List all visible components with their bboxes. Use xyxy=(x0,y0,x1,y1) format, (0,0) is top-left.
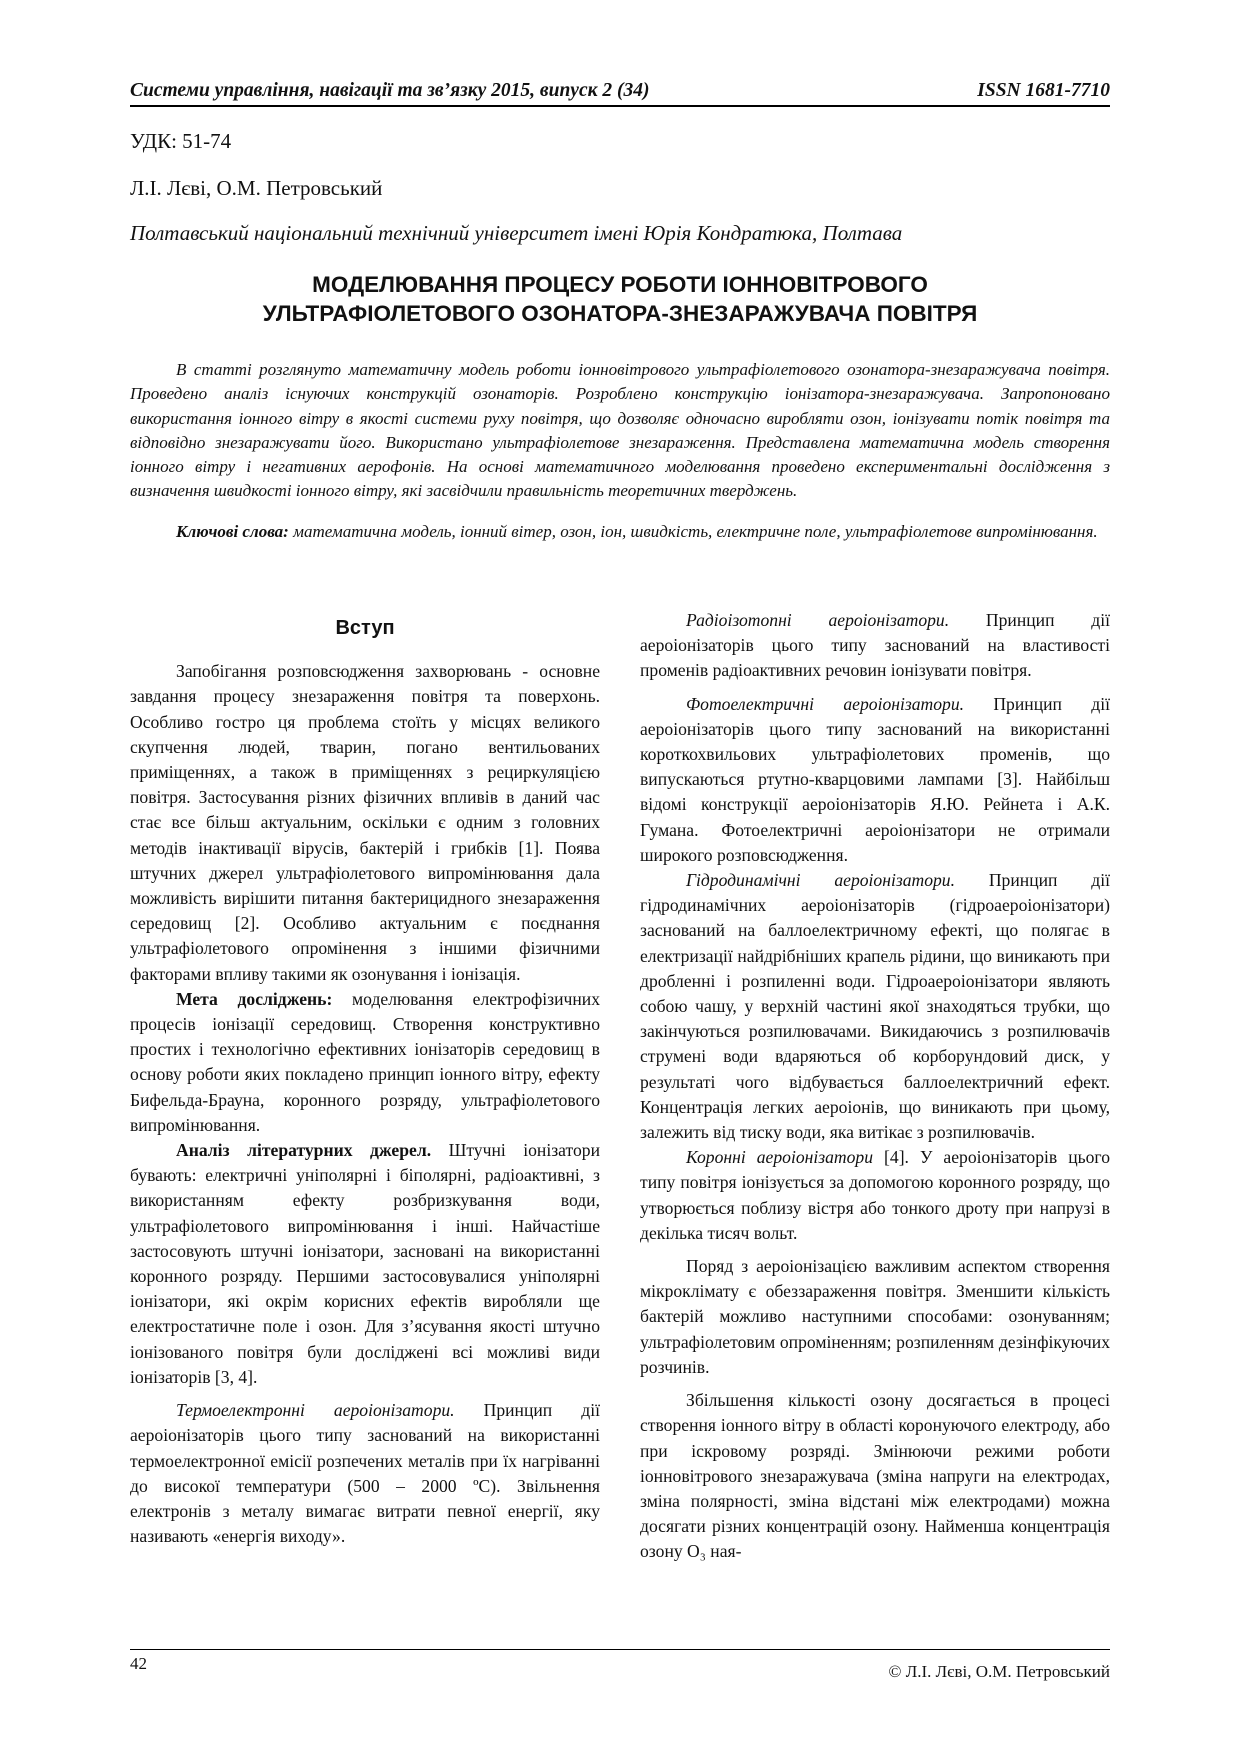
thermoelectronic-text: Принцип дії аероіонізаторів цього типу заснований на використанні термоелектронної емісії розпечених металів при їх нагріванні до високої температури (500 – 2000 ºС). Звільнення електронів з металу вимагає витрати певної енергії, яку називають «енергія виходу». xyxy=(130,1400,600,1547)
issn: ISSN 1681-7710 xyxy=(977,80,1110,101)
photoelectric-paragraph xyxy=(640,692,1110,868)
paper-title xyxy=(130,270,1110,328)
title-line-2: УЛЬТРАФІОЛЕТОВОГО ОЗОНАТОРА-ЗНЕЗАРАЖУВАЧА ПОВІТРЯ xyxy=(262,301,978,326)
keywords-label: Ключові слова: xyxy=(176,521,289,541)
udk-code: УДК: 51-74 xyxy=(130,129,232,153)
radioisotope-paragraph xyxy=(640,608,1110,684)
aim-label: Мета досліджень: xyxy=(176,988,333,1009)
literature-text: Штучні іонізатори бувають: електричні уніполярні і біполярні, радіоактивні, з використанням ефекту розбризкування води, ультрафіолетового випромінювання і інші. Найчастіше застосовують штучні іонізатори, засновані на використанні коронного розряду. Першими застосовувалися уніполярні іонізатори, які окрім корисних ефектів виробляли ще електростатичне поле і озон. Для з’ясування якості штучно іонізованого повітря були досліджені всі можливі види іонізаторів [3, 4]. xyxy=(130,1140,600,1387)
radioisotope-label: Радіоізотопні аероіонізатори. xyxy=(686,610,950,630)
page-number: 42 xyxy=(130,1654,147,1673)
radioisotope-text: Принцип дії аероіонізаторів цього типу заснований на властивості променів радіоактивних речовин іонізувати повітря. xyxy=(640,610,1111,681)
ozone-paragraph: Збільшення кількості озону досягається в процесі створення іонного вітру в області коронуючого електроду, або при іскровому розряді. Змінюючи режими роботи іонновітрового знезаражувача (зміна напруги на електродах, зміна полярності, зміна відстані між електродами) можна досягати різних концентрацій озону. Найменша концентрація озону O₃ ная- xyxy=(640,1390,1110,1562)
running-header xyxy=(130,72,1110,107)
literature-paragraph xyxy=(130,1138,600,1390)
corona-text: [4]. У аероіонізаторів цього типу повітря іонізується за допомогою коронного розряду, що утворюється поблизу вістря або тонкого дроту при напрузі в декілька тисяч вольт. xyxy=(640,1147,1111,1243)
page-footer xyxy=(130,1649,1110,1682)
authors: Л.І. Лєві, О.М. Петровський xyxy=(130,176,383,200)
abstract: В статті розглянуто математичну модель роботи іонновітрового ультрафіолетового озонатора-знезаражувача повітря. Проведено аналіз існуючих конструкцій озонаторів. Розроблено конструкцію іонізатора-знезаражувача. Запропоновано використання іонного вітру в якості системи руху повітря, що дозволяє одночасно виробляти озон, іонізувати потік повітря та відповідно знезаражувати його. Використано ультрафіолетове знезараження. Представлена математична модель створення іонного вітру і негативних аерофонів. На основі математичного моделювання проведено експериментальні дослідження з визначення швидкості іонного вітру, які засвідчили правильність теоретичних тверджень. xyxy=(130,360,1110,501)
aim-paragraph xyxy=(130,987,600,1138)
affiliation: Полтавський національний технічний університет імені Юрія Кондратюка, Полтава xyxy=(130,221,903,245)
corona-paragraph xyxy=(640,1145,1110,1246)
hydrodynamic-label: Гідродинамічні аероіонізатори. xyxy=(686,870,956,891)
paper-page xyxy=(130,72,1110,1712)
literature-label: Аналіз літературних джерел. xyxy=(176,1140,432,1161)
disinfection-paragraph: Поряд з аероіонізацією важливим аспектом створення мікроклімату є обеззараження повітря. Зменшити кількість бактерій можливо наступними способами: озонуванням; ультрафіолетовим опроміненням; розпиленням дезінфікуючих розчинів. xyxy=(640,1256,1110,1377)
right-column xyxy=(640,608,1110,1565)
thermoelectronic-label: Термоелектронні аероіонізатори. xyxy=(176,1400,455,1421)
journal-title: Системи управління, навігації та зв’язку 2015, випуск 2 (34) xyxy=(130,80,650,101)
corona-label: Коронні аероіонізатори xyxy=(686,1147,874,1168)
left-column xyxy=(130,608,600,1565)
photoelectric-label: Фотоелектричні аероіонізатори. xyxy=(686,693,965,714)
aim-text: моделювання електрофізичних процесів іонізації середовищ. Створення конструктивно простих і технологічно ефективних іонізаторів середовищ в основу роботи яких покладено принцип іонного вітру, ефекту Бифельда-Брауна, коронного розряду, ультрафіолетового випромінювання. xyxy=(130,988,600,1135)
section-heading-intro: Вступ xyxy=(335,617,395,639)
hydrodynamic-paragraph xyxy=(640,868,1110,1145)
intro-paragraph: Запобігання розповсюдження захворювань - основне завдання процесу знезараження повітря та поверхонь. Особливо гостро ця проблема стоїть у місцях великого скупчення людей, тварин, погано вентильованих приміщеннях, а також в приміщеннях з рециркуляцією повітря. Застосування різних фізичних впливів в даний час стає все більш актуальним, оскільки є одним з головних методів інактивації вірусів, бактерій і грибків [1]. Поява штучних джерел ультрафіолетового випромінювання дала можливість вирішити питання бактерицидного знезараження середовищ [2]. Особливо актуальним є поєднання ультрафіолетового опромінення з іншими фізичними факторами впливу такими як озонування і іонізація. xyxy=(130,661,600,984)
copyright: © Л.І. Лєві, О.М. Петровський xyxy=(888,1662,1110,1681)
keywords-text: математична модель, іонний вітер, озон, іон, швидкість, електричне поле, ультрафіолетове випромінювання. xyxy=(293,521,1098,541)
body-columns xyxy=(130,608,1110,1565)
keywords xyxy=(130,520,1110,544)
photoelectric-text: Принцип дії аероіонізаторів цього типу заснований на використанні короткохвильових ультрафіолетових променів, що випускаються ртутно-кварцовими лампами [3]. Найбільш відомі конструкції аероіонізаторів Я.Ю. Рейнета і А.К. Гумана. Фотоелектричні аероіонізатори не отримали широкого розповсюдження. xyxy=(640,693,1110,865)
hydrodynamic-text: Принцип дії гідродинамічних аероіонізаторів (гідроаероіонізатори) заснований на баллоелектричному ефекті, що полягає в електризації найдрібніших крапель рідини, що виникають при дробленні і розпиленні води. Гідроаероіонізатори являють собою чашу, у верхній частині якої знаходяться трубки, що закінчуються розпилювачами. Викидаючись з розпилювачів струмені води вдаряються об корборундовий диск, у результаті чого відбувається баллоелектричний ефект. Концентрація легких аероіонів, що виникають при цьому, залежить від тиску води, яка витікає з розпилювачів. xyxy=(640,870,1111,1143)
thermoelectronic-paragraph xyxy=(130,1398,600,1549)
title-line-1: МОДЕЛЮВАННЯ ПРОЦЕСУ РОБОТИ ІОННОВІТРОВОГО xyxy=(312,272,928,297)
